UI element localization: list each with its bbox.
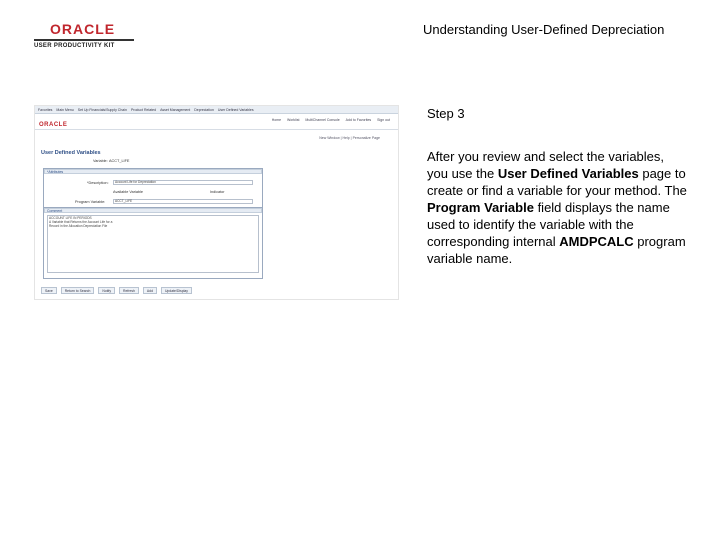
program-variable-label: Program Variable: bbox=[75, 200, 106, 204]
nav-item: Product Related bbox=[130, 108, 157, 112]
save-button[interactable]: Save bbox=[41, 287, 57, 294]
logo-rule bbox=[34, 39, 134, 41]
document-title: Understanding User-Defined Depreciation bbox=[423, 22, 665, 37]
screenshot-breadcrumb-bar bbox=[35, 106, 399, 114]
screenshot-header-menu bbox=[272, 118, 390, 122]
logo-brand: ORACLE bbox=[50, 21, 116, 37]
add-button[interactable]: Add bbox=[143, 287, 157, 294]
notify-button[interactable]: Notify bbox=[98, 287, 115, 294]
screenshot-page-links: New Window | Help | Personalize Page bbox=[319, 136, 380, 140]
nav-item: Depreciation bbox=[194, 108, 214, 112]
step-text: program variable name. bbox=[427, 234, 686, 266]
step-text: page to create or find a variable for your method. The bbox=[427, 166, 687, 198]
variable-value: ACCT_LIFE bbox=[109, 159, 130, 163]
comment-line: A Variable that Returns the Account Life for a bbox=[49, 220, 113, 224]
step-text: field displays the name used to identify the variable with the corresponding internal bbox=[427, 200, 670, 249]
refresh-button[interactable]: Refresh bbox=[119, 287, 139, 294]
screenshot-page-title: User Defined Variables bbox=[41, 150, 101, 156]
logo-product: USER PRODUCTIVITY KIT bbox=[34, 43, 115, 49]
application-screenshot bbox=[34, 105, 399, 300]
screenshot-divider bbox=[35, 129, 399, 130]
step-text: After you review and select the variables, you use the bbox=[427, 149, 665, 181]
menu-item: MultiChannel Console bbox=[305, 118, 340, 122]
nav-item: Set Up Financials/Supply Chain bbox=[77, 108, 127, 112]
screenshot-toolbar bbox=[41, 287, 192, 294]
step-bold-term: AMDPCALC bbox=[559, 234, 634, 249]
nav-item: Favorites bbox=[38, 108, 53, 112]
nav-item: User Defined Variables bbox=[217, 108, 254, 112]
update-display-button[interactable]: Update/Display bbox=[161, 287, 192, 294]
comment-header: Comment bbox=[44, 208, 262, 213]
description-value: Account Life for Depreciation bbox=[115, 180, 156, 184]
step-label: Step 3 bbox=[427, 106, 465, 121]
menu-item: Worklist bbox=[287, 118, 300, 122]
comment-line: Record in the Allocation Depreciation File bbox=[49, 224, 108, 228]
indicator-checkbox-label[interactable]: Indicator bbox=[210, 190, 225, 194]
step-description bbox=[427, 148, 687, 267]
nav-item: Asset Management bbox=[160, 108, 191, 112]
nav-item: Main Menu bbox=[56, 108, 74, 112]
program-variable-input[interactable] bbox=[113, 199, 253, 204]
step-bold-term: Program Variable bbox=[427, 200, 534, 215]
comment-line: ACCOUNT LIFE IN PERIODS bbox=[49, 216, 92, 220]
screenshot-oracle-logo: ORACLE bbox=[39, 122, 68, 128]
menu-item: Add to Favorites bbox=[345, 118, 372, 122]
available-variable-checkbox-label[interactable]: Available Variable bbox=[113, 190, 144, 194]
menu-item: Home bbox=[271, 118, 282, 122]
return-to-search-button[interactable]: Return to Search bbox=[61, 287, 95, 294]
description-label: *Description: bbox=[87, 181, 109, 185]
attributes-header: *Attributes bbox=[44, 169, 262, 174]
step-bold-term: User Defined Variables bbox=[497, 166, 639, 181]
oracle-upk-logo bbox=[34, 22, 134, 49]
variable-label: Variable: bbox=[93, 159, 108, 163]
menu-item: Sign out bbox=[377, 118, 390, 122]
program-variable-value: ACCT_LIFE bbox=[115, 199, 133, 203]
